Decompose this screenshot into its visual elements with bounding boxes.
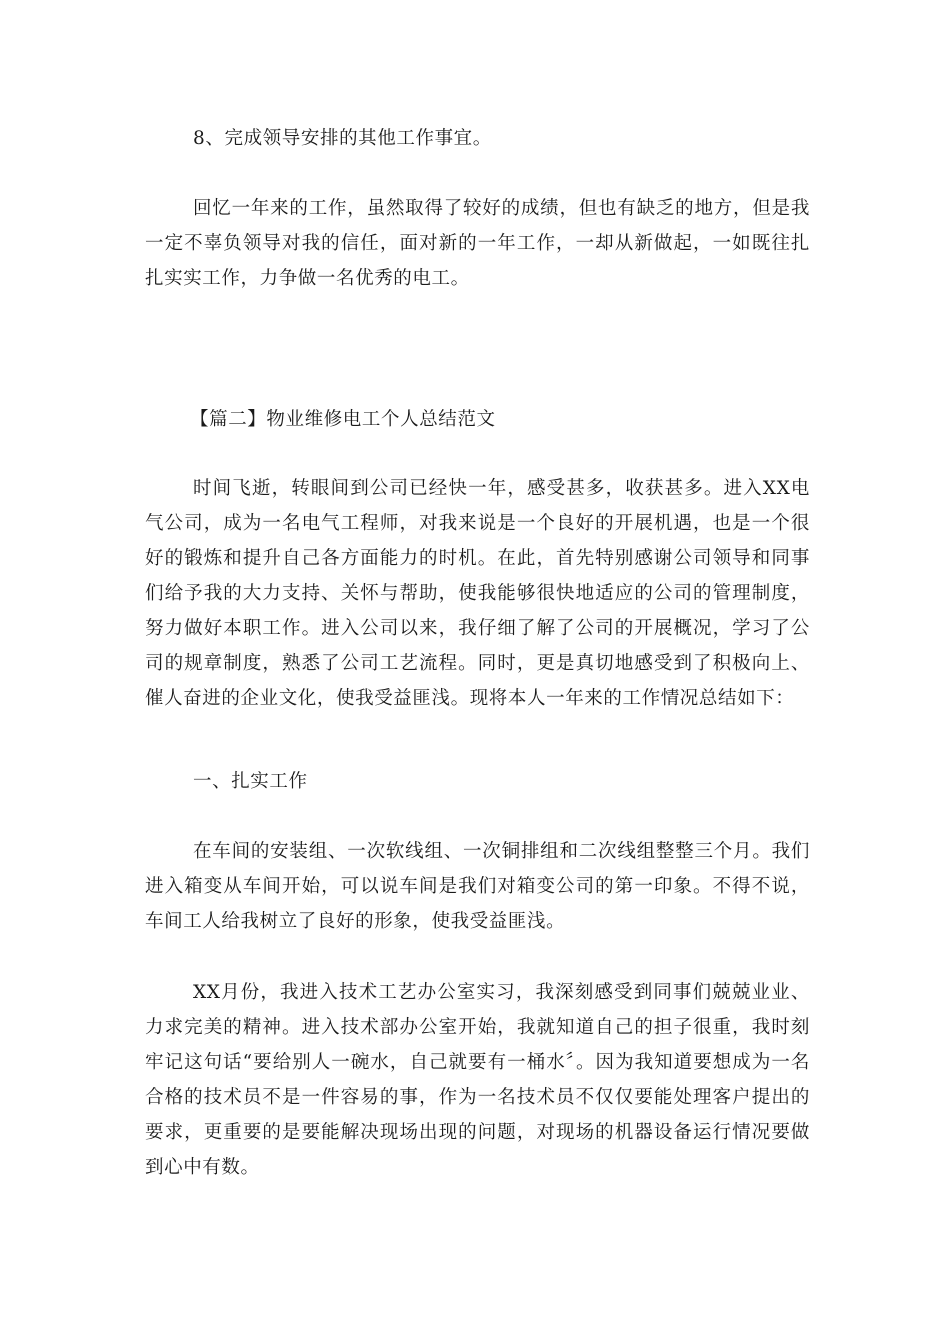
intro-paragraph: 时间飞逝，转眼间到公司已经快一年，感受甚多，收获甚多。进入XX电气公司，成为一名电气工程师，对我来说是一个良好的开展机遇，也是一个很好的锻炼和提升自己各方面能力的时机。在此，首先特别感谢公司领导和同事们给予我的大力支持、关怀与帮助，使我能够很快地适应的公司的管理制度，努力做好本职工作。进入公司以来，我仔细了解了公司的开展概况，学习了公司的规章制度，熟悉了公司工艺流程。同时，更是真切地感受到了积极向上、催人奋进的企业文化，使我受益匪浅。现将本人一年来的工作情况总结如下： xyxy=(145,478,810,709)
workshop-paragraph: 在车间的安装组、一次软线组、一次铜排组和二次线组整整三个月。我们进入箱变从车间开始，可以说车间是我们对箱变公司的第一印象。不得不说，车间工人给我树立了良好的形象，使我受益匪浅。 xyxy=(145,841,810,932)
section-title: 【篇二】物业维修电工个人总结范文 xyxy=(190,409,496,430)
review-paragraph: 回忆一年来的工作，虽然取得了较好的成绩，但也有缺乏的地方，但是我一定不辜负领导对我的信任，面对新的一年工作，一却从新做起，一如既往扎扎实实工作，力争做一名优秀的电工。 xyxy=(145,198,810,289)
tech-paragraph: XX月份，我进入技术工艺办公室实习，我深刻感受到同事们兢兢业业、力求完美的精神。进入技术部办公室开始，我就知道自己的担子很重，我时刻牢记这句话“要给别人一碗水，自己就要有一桶水〞。因为我知道要想成为一名合格的技术员不是一件容易的事，作为一名技术员不仅仅要能处理客户提出的要求，更重要的是要能解决现场出现的问题，对现场的机器设备运行情况要做到心中有数。 xyxy=(145,982,810,1178)
item-8-line: 8、完成领导安排的其他工作事宜。 xyxy=(193,128,492,149)
heading-one: 一、扎实工作 xyxy=(193,771,308,792)
